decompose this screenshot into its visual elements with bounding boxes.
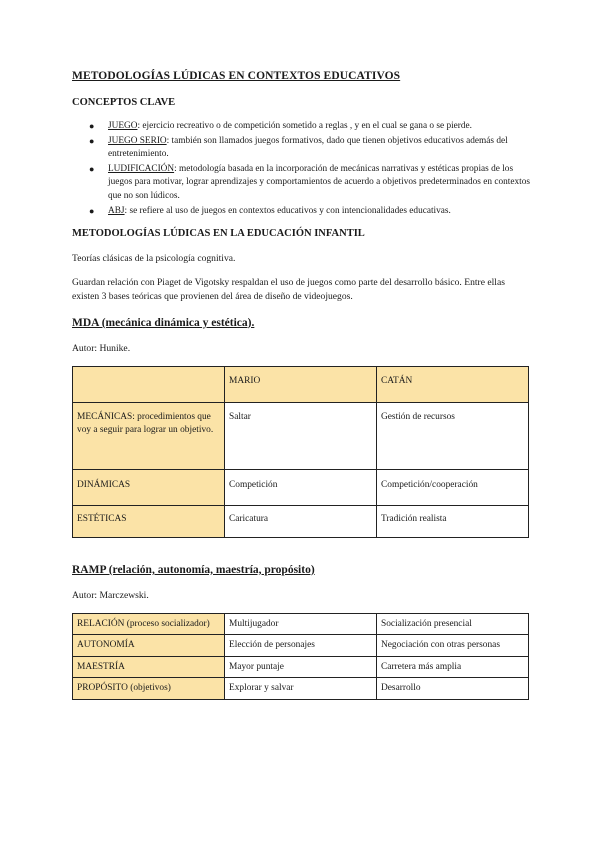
table-row	[73, 635, 529, 657]
table-cell: Negociación con otras personas	[377, 635, 529, 657]
table-cell: Saltar	[225, 402, 377, 469]
bullet-icon: ●	[89, 205, 95, 216]
row-label-cell: MAESTRÍA	[73, 656, 225, 678]
table-cell: Carretera más amplia	[377, 656, 529, 678]
document-title: METODOLOGÍAS LÚDICAS EN CONTEXTOS EDUCATIVOS	[72, 70, 401, 82]
bullet-icon: ●	[89, 135, 95, 146]
list-item	[72, 135, 530, 162]
table-header-cell: MARIO	[225, 366, 377, 402]
table-cell: Socialización presencial	[377, 613, 529, 635]
table-cell: Competición/cooperación	[377, 469, 529, 505]
table-row	[73, 402, 529, 469]
table-cell: Caricatura	[225, 505, 377, 537]
list-item	[72, 163, 530, 204]
table-cell	[73, 366, 225, 402]
concept-term: JUEGO SERIO	[108, 135, 167, 146]
ramp-author: Autor: Marczewski.	[72, 589, 149, 601]
row-label-cell: AUTONOMÍA	[73, 635, 225, 657]
table-row	[73, 613, 529, 635]
list-item	[72, 120, 530, 134]
mda-heading: MDA (mecánica dinámica y estética).	[72, 316, 255, 329]
row-label-cell: PROPÓSITO (objetivos)	[73, 678, 225, 700]
table-header-row	[73, 366, 529, 402]
table-cell: Mayor puntaje	[225, 656, 377, 678]
row-label-cell: RELACIÓN (proceso socializador)	[73, 613, 225, 635]
key-concepts-heading: CONCEPTOS CLAVE	[72, 97, 176, 108]
table-cell: Tradición realista	[377, 505, 529, 537]
concept-term: LUDIFICACIÓN	[108, 163, 175, 174]
list-item	[72, 205, 530, 219]
table-row	[73, 469, 529, 505]
row-label-cell: DINÁMICAS	[73, 469, 225, 505]
ramp-heading: RAMP (relación, autonomía, maestría, propósito)	[72, 563, 315, 576]
table-cell: Elección de personajes	[225, 635, 377, 657]
table-cell: Explorar y salvar	[225, 678, 377, 700]
bullet-icon: ●	[89, 121, 95, 131]
concept-definition: : metodología basada en la incorporación de mecánicas narrativas y estéticas propias de los juegos para motivar, lograr aprendizajes y comportamientos de acuerdo a objetivos predeterminados en contextos que no son lúdicos.	[108, 163, 530, 201]
concept-term: JUEGO	[108, 121, 138, 131]
table-cell: Desarrollo	[377, 678, 529, 700]
concept-term: ABJ	[108, 205, 125, 216]
concept-definition: : se refiere al uso de juegos en contextos educativos y con intencionalidades educativas.	[124, 205, 451, 216]
table-row	[73, 678, 529, 700]
table-header-cell: CATÁN	[377, 366, 529, 402]
section-heading-infantil: METODOLOGÍAS LÚDICAS EN LA EDUCACIÓN INFANTIL	[72, 228, 365, 240]
mda-table	[72, 366, 529, 538]
paragraph-relation: Guardan relación con Piaget de Vigotsky respaldan el uso de juegos como parte del desarrollo básico. Entre ellas existen 3 bases teóricas que provienen del área de diseño de videojuegos.	[72, 276, 505, 303]
bullet-icon: ●	[89, 163, 95, 174]
document-page	[72, 70, 530, 700]
table-row	[73, 505, 529, 537]
table-row	[73, 656, 529, 678]
table-cell: Gestión de recursos	[377, 402, 529, 469]
mda-author: Autor: Hunike.	[72, 342, 131, 354]
paragraph-theories: Teorías clásicas de la psicología cognitiva.	[72, 253, 236, 265]
row-label-cell: ESTÉTICAS	[73, 505, 225, 537]
key-concepts-list	[72, 120, 530, 218]
row-label-cell: MECÁNICAS: procedimientos que voy a seguir para lograr un objetivo.	[73, 402, 225, 469]
ramp-table	[72, 613, 529, 700]
table-cell: Multijugador	[225, 613, 377, 635]
concept-definition: : ejercicio recreativo o de competición sometido a reglas , y en el cual se gana o se pierde.	[137, 121, 473, 131]
concept-definition: : también son llamados juegos formativos, dado que tienen objetivos educativos además del entretenimiento.	[108, 135, 508, 160]
table-cell: Competición	[225, 469, 377, 505]
